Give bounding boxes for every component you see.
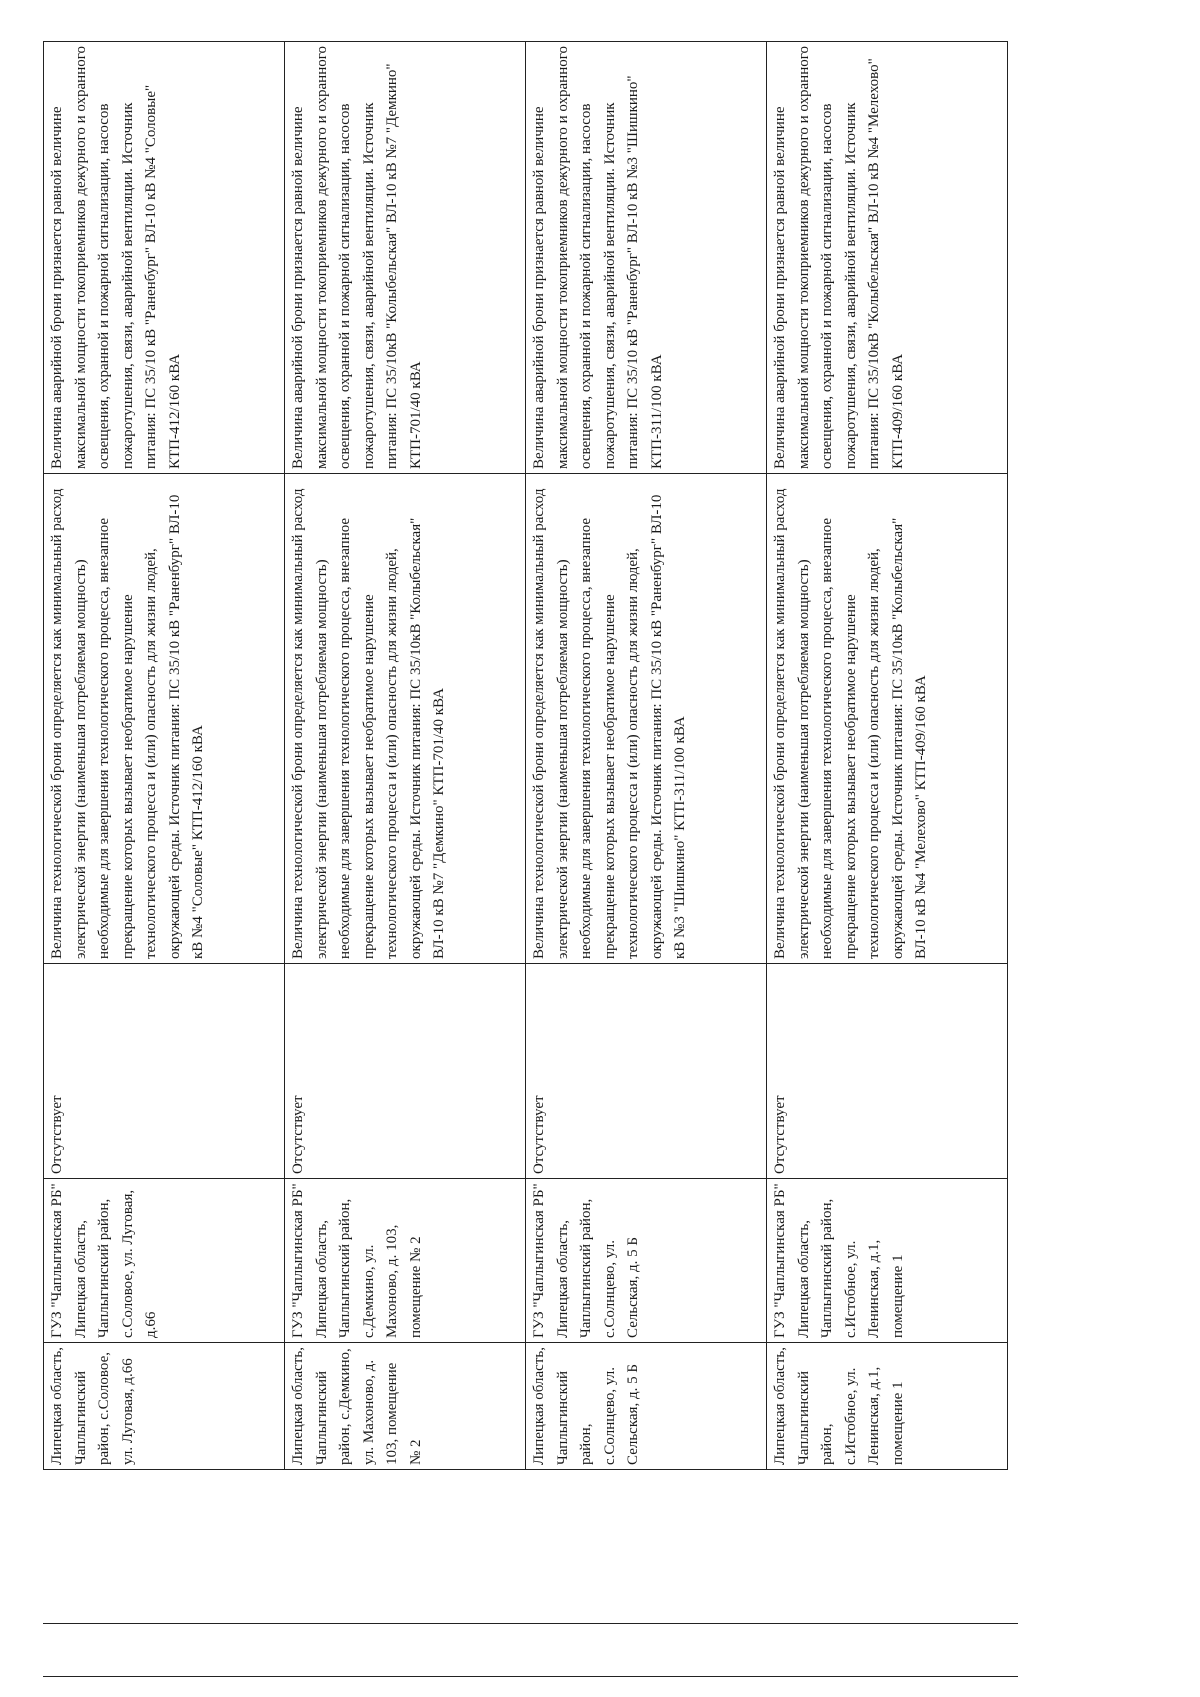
- consumers-table: [43, 41, 1008, 1470]
- technological-reserve-cell: Величина технологической брони определяется как минимальный расход электрической энергии (наименьшая потребляемая мощность) необходимые для завершения технологического процесса, внезапное прекращение которых вызывает необратимое нарушение технологического процесса и (или) опасность для жизни людей, окружающей среды. Источник питания: ПС 35/10кВ "Колыбельская" ВЛ-10 кВ №4 "Мелехово" КТП-409/160 кВА: [767, 474, 1008, 964]
- organization-cell: ГУЗ "Чаплыгинская РБ" Липецкая область, Чаплыгинский район, с.Демкино, ул. Махоново, д. 103, помещение № 2: [285, 1179, 526, 1343]
- table-row: [285, 42, 526, 1470]
- organization-cell: ГУЗ "Чаплыгинская РБ" Липецкая область, Чаплыгинский район, с.Солнцево, ул. Сельская, д. 5 Б: [526, 1179, 767, 1343]
- status-cell: Отсутствует: [767, 964, 1008, 1179]
- address-cell: Липецкая область, Чаплыгинский район, с.Истобное, ул. Ленинская, д.1, помещение 1: [767, 1343, 1008, 1470]
- table-row: [526, 42, 767, 1470]
- technological-reserve-cell: Величина технологической брони определяется как минимальный расход электрической энергии (наименьшая потребляемая мощность) необходимые для завершения технологического процесса, внезапное прекращение которых вызывает необратимое нарушение технологического процесса и (или) опасность для жизни людей, окружающей среды. Источник питания: ПС 35/10 кВ "Раненбург" ВЛ-10 кВ №3 "Шишкино" КТП-311/100 кВА: [526, 474, 767, 964]
- technological-reserve-cell: Величина технологической брони определяется как минимальный расход электрической энергии (наименьшая потребляемая мощность) необходимые для завершения технологического процесса, внезапное прекращение которых вызывает необратимое нарушение технологического процесса и (или) опасность для жизни людей, окружающей среды. Источник питания: ПС 35/10 кВ "Раненбург" ВЛ-10 кВ №4 "Соловые" КТП-412/160 кВА: [44, 474, 285, 964]
- technological-reserve-cell: Величина технологической брони определяется как минимальный расход электрической энергии (наименьшая потребляемая мощность) необходимые для завершения технологического процесса, внезапное прекращение которых вызывает необратимое нарушение технологического процесса и (или) опасность для жизни людей, окружающей среды. Источник питания: ПС 35/10кВ "Колыбельская" ВЛ-10 кВ №7 "Демкино" КТП-701/40 кВА: [285, 474, 526, 964]
- footer-rule: [43, 1676, 1018, 1677]
- rotated-table-container: [43, 42, 1008, 1470]
- emergency-reserve-cell: Величина аварийной брони признается равной величине максимальной мощности токоприемников дежурного и охранного освещения, охранной и пожарной сигнализации, насосов пожаротушения, связи, аварийной вентиляции. Источник питания: ПС 35/10 кВ "Раненбург" ВЛ-10 кВ №3 "Шишкино" КТП-311/100 кВА: [526, 42, 767, 474]
- status-cell: Отсутствует: [526, 964, 767, 1179]
- status-cell: Отсутствует: [44, 964, 285, 1179]
- status-cell: Отсутствует: [285, 964, 526, 1179]
- table-row: [767, 42, 1008, 1470]
- organization-cell: ГУЗ "Чаплыгинская РБ" Липецкая область, Чаплыгинский район, с.Истобное, ул. Ленинская, д.1, помещение 1: [767, 1179, 1008, 1343]
- address-cell: Липецкая область, Чаплыгинский район, с.Демкино, ул. Махоново, д. 103, помещение № 2: [285, 1343, 526, 1470]
- table-row: [44, 42, 285, 1470]
- emergency-reserve-cell: Величина аварийной брони признается равной величине максимальной мощности токоприемников дежурного и охранного освещения, охранной и пожарной сигнализации, насосов пожаротушения, связи, аварийной вентиляции. Источник питания: ПС 35/10кВ "Колыбельская" ВЛ-10 кВ №4 "Мелехово" КТП-409/160 кВА: [767, 42, 1008, 474]
- emergency-reserve-cell: Величина аварийной брони признается равной величине максимальной мощности токоприемников дежурного и охранного освещения, охранной и пожарной сигнализации, насосов пожаротушения, связи, аварийной вентиляции. Источник питания: ПС 35/10 кВ "Раненбург" ВЛ-10 кВ №4 "Соловые" КТП-412/160 кВА: [44, 42, 285, 474]
- footer-rule: [43, 1623, 1018, 1624]
- organization-cell: ГУЗ "Чаплыгинская РБ" Липецкая область, Чаплыгинский район, с.Соловое, ул. Луговая, д.66: [44, 1179, 285, 1343]
- emergency-reserve-cell: Величина аварийной брони признается равной величине максимальной мощности токоприемников дежурного и охранного освещения, охранной и пожарной сигнализации, насосов пожаротушения, связи, аварийной вентиляции. Источник питания: ПС 35/10кВ "Колыбельская" ВЛ-10 кВ №7 "Демкино" КТП-701/40 кВА: [285, 42, 526, 474]
- address-cell: Липецкая область, Чаплыгинский район, с.Солнцево, ул. Сельская, д. 5 Б: [526, 1343, 767, 1470]
- address-cell: Липецкая область, Чаплыгинский район, с.Соловое, ул. Луговая, д.66: [44, 1343, 285, 1470]
